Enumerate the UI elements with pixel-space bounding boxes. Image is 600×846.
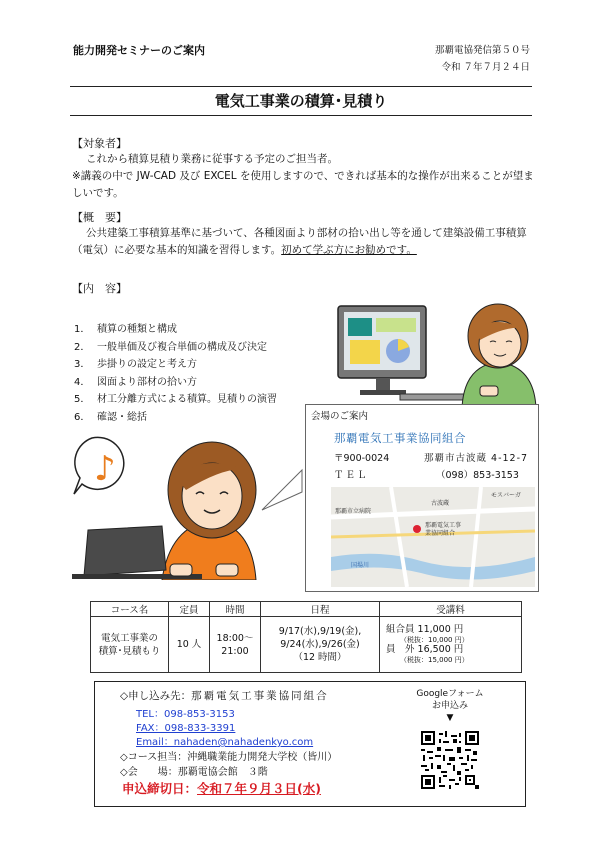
- cell-schedule: 9/17(水),9/19(金), 9/24(水),9/26(金) （12 時間）: [261, 617, 380, 673]
- venue-org: 那覇電気工事業協同組合: [334, 431, 466, 445]
- list-item: 6． 確認・総括: [74, 411, 147, 423]
- contact-tel[interactable]: TEL：098-853-3153: [136, 709, 235, 720]
- overview-heading: 【概 要】: [72, 211, 127, 224]
- contact-fax[interactable]: FAX：098-833-3391: [136, 723, 236, 734]
- cell-fee: 組合員 11,000 円 （税抜：10,000 円） 員 外 16,500 円 （税抜：15,000 円）: [380, 617, 522, 673]
- overview-emphasis: 初めて学ぶ方にお勧めです。: [281, 244, 417, 256]
- qr-code[interactable]: [421, 731, 479, 789]
- list-item: 2． 一般単価及び複合単価の構成及び決定: [74, 341, 267, 353]
- issue-number: 那覇電協発信第５０号: [434, 45, 530, 56]
- venue-label: 会場のご案内: [311, 411, 369, 422]
- map-label-office2: 業協同組合: [425, 530, 456, 537]
- apply-org: 那覇電気工事業協同組合: [191, 690, 329, 702]
- deadline-line: [122, 779, 321, 797]
- venue-tel-label: ＴＥＬ: [334, 470, 369, 481]
- apply-line: ◇申し込み先：那覇電気工事業協同組合: [120, 690, 329, 702]
- arrow-down-icon: ▼: [446, 713, 454, 723]
- venue-box: [305, 404, 539, 592]
- cell-time: 18:00～ 21:00: [210, 617, 261, 673]
- issue-date: 令和 ７年７月２４日: [441, 62, 530, 73]
- contents-list: [74, 321, 277, 426]
- table-header-row: [91, 602, 522, 617]
- contact-email[interactable]: Email：nahaden@nahadenkyo.com: [136, 737, 314, 748]
- computer-user-illustration: [330, 296, 540, 408]
- target-line1: これから積算見積り業務に従事する予定のご担当者。: [86, 153, 338, 165]
- deadline-label: 申込締切日：: [122, 781, 198, 796]
- map-label-office: 那覇電気工事: [425, 522, 462, 529]
- laptop-user-illustration: [66, 430, 304, 580]
- map-label-hospital: 那覇市立病院: [335, 508, 372, 515]
- col-capacity: 定員: [169, 602, 210, 617]
- venue-tel: （098）853-3153: [436, 470, 519, 481]
- overview-body: 公共建築工事積算基準に基づいて、各種図面より部材の拾い出し等を通して建築設備工事積算（電気）に必要な基本的知識を習得します。: [72, 227, 527, 256]
- cell-capacity: 10 人: [169, 617, 210, 673]
- list-item: 4． 図面より部材の拾い方: [74, 376, 197, 388]
- music-note-icon: ♪: [94, 449, 116, 489]
- target-line2: ※講義の中で JW-CAD 及び EXCEL を使用しますので、できれば基本的な操作が出来ることが望ましいです。: [72, 170, 534, 199]
- table-row: [91, 617, 522, 673]
- venue-line: ◇会 場：那覇電協会館 ３階: [120, 767, 268, 778]
- course-table: [90, 601, 522, 673]
- cell-course: 電気工事業の 積算･見積もり: [91, 617, 169, 673]
- list-item: 5． 材工分離方式による積算。見積りの演習: [74, 394, 277, 405]
- col-fee: 受講料: [380, 602, 522, 617]
- venue-map[interactable]: [331, 487, 535, 587]
- col-time: 時間: [210, 602, 261, 617]
- header-left: 能力開発セミナーのご案内: [73, 44, 205, 57]
- deadline-date: 令和７年９月３日(水): [197, 781, 321, 796]
- map-label-mos: モスバーガ: [491, 492, 521, 499]
- google-form-label: Googleフォーム お申込み ▼: [416, 689, 484, 723]
- col-course: コース名: [91, 602, 169, 617]
- target-text: [72, 151, 534, 202]
- col-schedule: 日程: [261, 602, 380, 617]
- header-right: [435, 42, 530, 76]
- map-label-river: 国場川: [351, 562, 370, 569]
- venue-address: 那覇市古波蔵 4-12-7: [424, 453, 529, 464]
- contents-heading: 【内 容】: [72, 282, 127, 295]
- list-item: 3． 歩掛りの設定と考え方: [74, 359, 197, 370]
- list-item: 1． 積算の種類と構成: [74, 324, 177, 335]
- map-label-kohagura: 古波蔵: [431, 500, 450, 507]
- target-heading: 【対象者】: [72, 137, 127, 150]
- page-title: 電気工事業の積算･見積り: [70, 86, 532, 116]
- course-rep: ◇コース担当：沖縄職業能力開発大学校（皆川）: [120, 752, 338, 763]
- overview-text: [72, 225, 534, 259]
- venue-zip: 〒900-0024: [334, 453, 390, 464]
